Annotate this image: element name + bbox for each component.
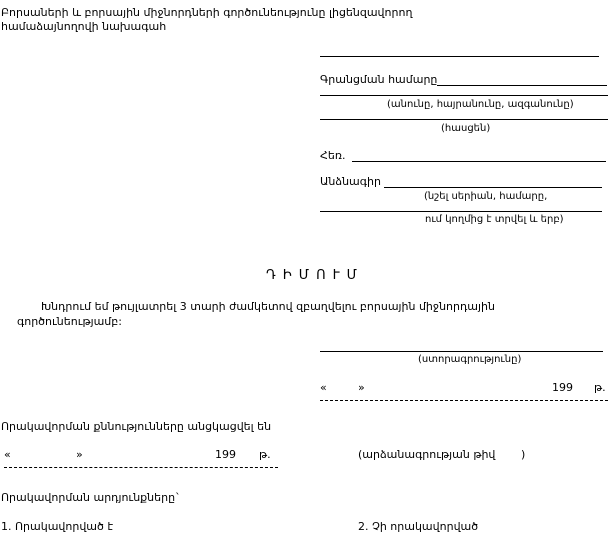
header-line-1: Բորսաների և բորսային միջնորդների գործունեությունը լիցենզավորող	[1, 6, 413, 19]
address-field[interactable]	[320, 119, 608, 120]
phone-label: Հեռ.	[320, 149, 346, 162]
exam-date-field[interactable]	[4, 467, 278, 468]
exam-quote-open: «	[4, 448, 11, 461]
results-label: Որակավորման արդյունքները`	[1, 491, 181, 504]
exam-year: 199	[215, 448, 236, 461]
signature-year: 199	[552, 381, 573, 394]
recipient-line[interactable]	[320, 56, 599, 57]
signature-field[interactable]	[320, 351, 603, 352]
passport-issuer-field[interactable]	[320, 211, 602, 212]
body-line-2: գործունեությամբ:	[17, 315, 122, 328]
result-option-1[interactable]: 1. Որակավորված է	[1, 520, 114, 533]
signature-quote-close: »	[358, 381, 365, 394]
registration-field[interactable]	[437, 85, 607, 86]
signature-quote-open: «	[320, 381, 327, 394]
signature-year-suffix: թ.	[594, 381, 606, 394]
passport-label: Անձնագիր	[320, 175, 381, 188]
address-caption: (հասցեն)	[441, 123, 491, 134]
document-title: ԴԻՄՈՒՄ	[266, 268, 364, 283]
name-caption: (անունը, հայրանունը, ազգանունը)	[387, 99, 574, 110]
passport-caption-2: ում կողմից է տրվել և երբ)	[425, 214, 564, 225]
registration-label: Գրանցման համարը	[320, 73, 438, 86]
exam-label: Որակավորման քննությունները անցկացվել են	[1, 420, 272, 433]
header-line-2: համաձայնողովի նախագահ	[1, 20, 167, 33]
exam-protocol-close: )	[521, 448, 526, 461]
passport-field[interactable]	[384, 187, 602, 188]
signature-date-field[interactable]	[320, 400, 608, 401]
signature-caption: (ստորագրությունը)	[418, 354, 522, 365]
name-field[interactable]	[320, 95, 608, 96]
phone-field[interactable]	[352, 161, 606, 162]
result-option-2[interactable]: 2. Չի որակավորված	[358, 520, 479, 533]
exam-year-suffix: թ.	[259, 448, 271, 461]
exam-quote-close: »	[76, 448, 83, 461]
passport-caption-1: (նշել սերիան, համարը,	[424, 191, 548, 202]
exam-protocol-open: (արձանագրության թիվ	[358, 448, 496, 461]
body-line-1: Խնդրում եմ թույլատրել 3 տարի ժամկետով զբաղվելու բորսային միջնորդային	[41, 300, 495, 313]
